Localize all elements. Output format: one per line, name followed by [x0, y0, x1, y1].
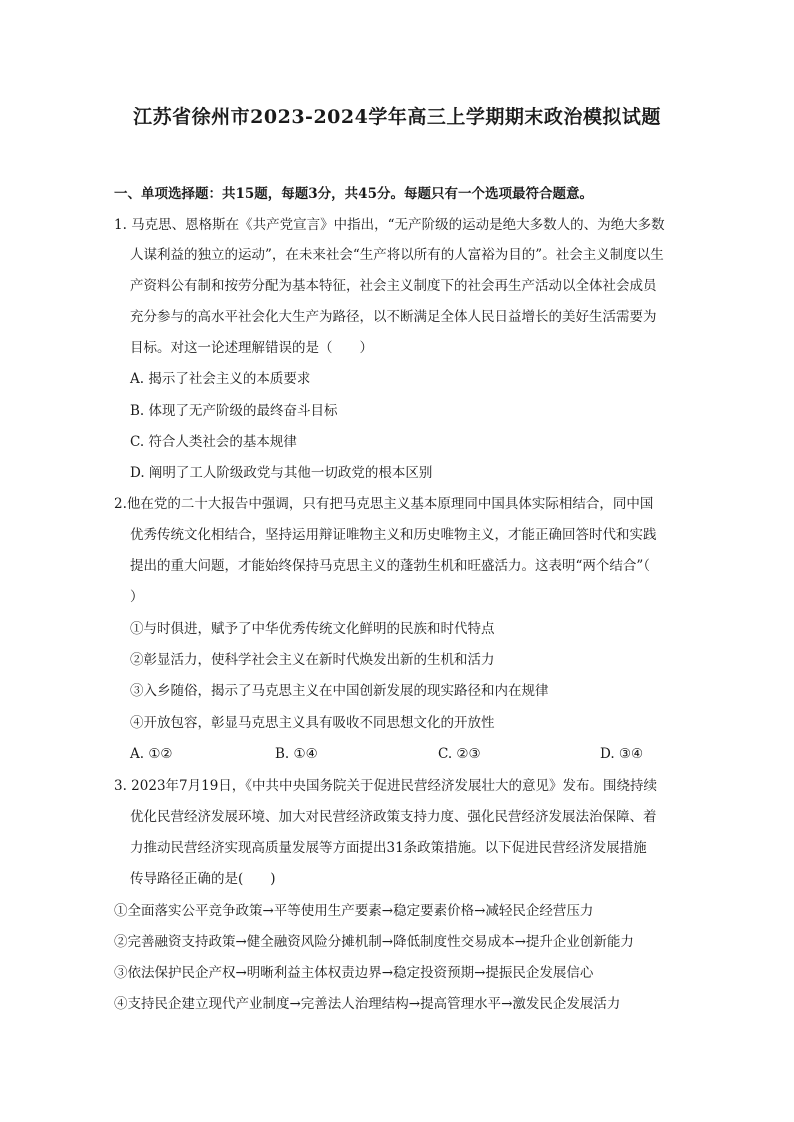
q2-item-1: ①与时俱进，赋予了中华优秀传统文化鲜明的民族和时代特点 [130, 621, 495, 637]
q2-item-3: ③入乡随俗，揭示了马克思主义在中国创新发展的现实路径和内在规律 [130, 683, 549, 699]
q1-option-a: A. 揭示了社会主义的本质要求 [130, 371, 311, 387]
q2-answer-b: B. ①④ [275, 746, 318, 762]
q3-line-3: 力推动民营经济实现高质量发展等方面提出31条政策措施。以下促进民营经济发展措施 [130, 840, 647, 856]
q1-line-1: 1. 马克思、恩格斯在《共产党宣言》中指出，“无产阶级的运动是绝大多数人的、为绝大多数 [114, 217, 665, 233]
q3-item-1: ①全面落实公平竞争政策→平等使用生产要素→稳定要素价格→减轻民企经营压力 [114, 903, 594, 919]
q3-line-1: 3. 2023年7月19日，《中共中央国务院关于促进民营经济发展壮大的意见》发布。围绕持续 [114, 778, 658, 794]
q3-item-3: ③依法保护民企产权→明晰利益主体权责边界→稳定投资预期→提振民企发展信心 [114, 965, 594, 981]
q3-line-4: 传导路径正确的是( ) [130, 871, 276, 887]
q1-option-b: B. 体现了无产阶级的最终奋斗目标 [130, 403, 338, 419]
q1-line-2: 人谋利益的独立的运动”，在未来社会“生产将以所有的人富裕为目的”。社会主义制度以生 [130, 247, 664, 263]
q1-option-c: C. 符合人类社会的基本规律 [130, 434, 297, 450]
q2-answer-a: A. ①② [130, 746, 173, 762]
q2-item-2: ②彰显活力，使科学社会主义在新时代焕发出新的生机和活力 [130, 652, 495, 668]
q2-item-4: ④开放包容，彰显马克思主义具有吸收不同思想文化的开放性 [130, 715, 495, 731]
q2-line-1: 2.他在党的二十大报告中强调，只有把马克思主义基本原理同中国具体实际相结合，同中国 [114, 496, 654, 512]
q2-line-3: 提出的重大问题，才能始终保持马克思主义的蓬勃生机和旺盛活力。这表明“两个结合”（ [130, 558, 651, 574]
q3-item-4: ④支持民企建立现代产业制度→完善法人治理结构→提高管理水平→激发民企发展活力 [114, 996, 621, 1012]
q2-answer-d: D. ③④ [600, 746, 644, 762]
q1-line-4: 充分参与的高水平社会化大生产为路径，以不断满足全体人民日益增长的美好生活需要为 [130, 309, 657, 325]
q1-line-5: 目标。对这一论述理解错误的是（ ） [130, 340, 373, 356]
page-title: 江苏省徐州市2023-2024学年高三上学期期末政治模拟试题 [133, 106, 661, 128]
q1-option-d: D. 阐明了工人阶级政党与其他一切政党的根本区别 [130, 465, 433, 481]
q1-line-3: 产资料公有制和按劳分配为基本特征，社会主义制度下的社会再生产活动以全体社会成员 [130, 278, 657, 294]
section-heading: 一、单项选择题：共15题，每题3分，共45分。每题只有一个选项最符合题意。 [114, 186, 593, 202]
q2-line-4: ） [130, 589, 144, 605]
q2-line-2: 优秀传统文化相结合，坚持运用辩证唯物主义和历史唯物主义，才能正确回答时代和实践 [130, 527, 657, 543]
q3-item-2: ②完善融资支持政策→健全融资风险分摊机制→降低制度性交易成本→提升企业创新能力 [114, 934, 634, 950]
q3-line-2: 优化民营经济发展环境、加大对民营经济政策支持力度、强化民营经济发展法治保障、着 [130, 809, 657, 825]
q2-answer-c: C. ②③ [438, 746, 481, 762]
